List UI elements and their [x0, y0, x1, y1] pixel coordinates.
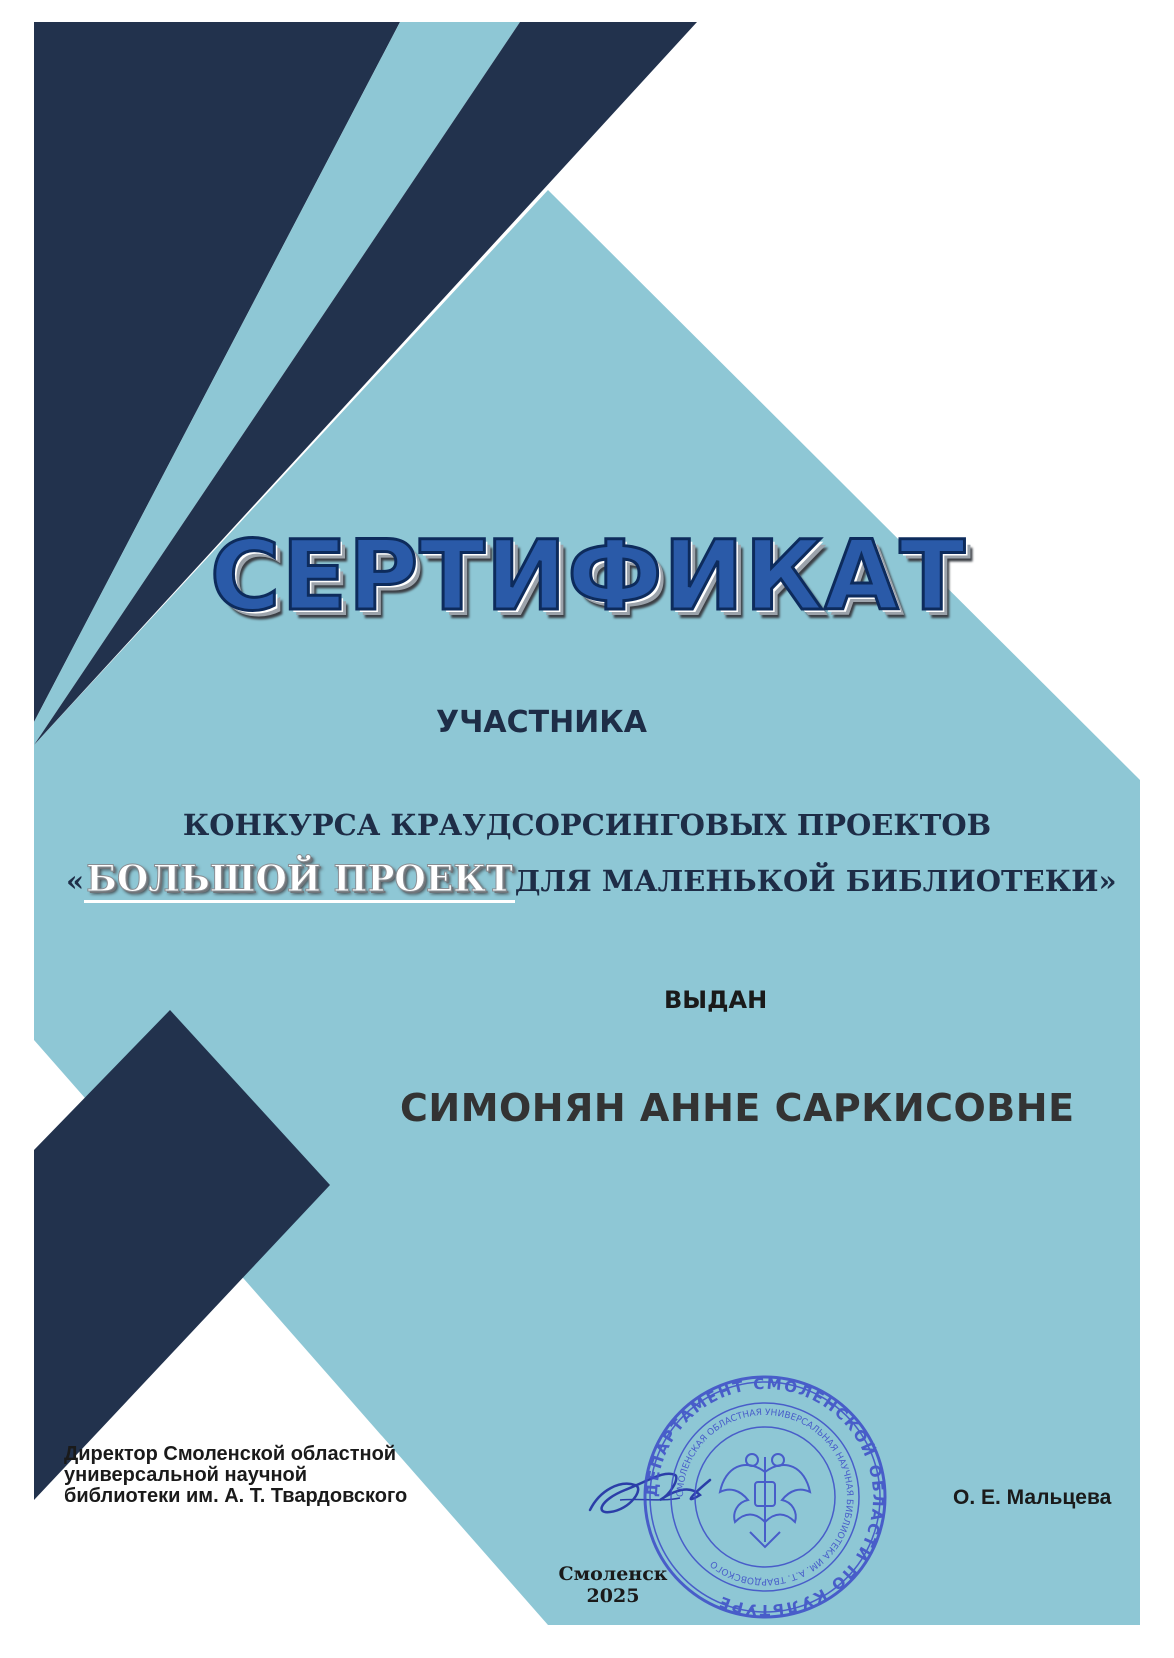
- recipient-name: СИМОНЯН АННЕ САРКИСОВНЕ: [400, 1086, 1075, 1130]
- svg-text:ДЕПАРТАМЕНТ СМОЛЕНСКОЙ ОБЛАСТИ: ДЕПАРТАМЕНТ СМОЛЕНСКОЙ ОБЛАСТИ ПО КУЛЬТУРЕ: [642, 1374, 888, 1620]
- issued-label: ВЫДАН: [664, 986, 768, 1014]
- director-title-line3: библиотеки им. А. Т. Твардовского: [64, 1485, 408, 1507]
- director-title: [64, 1444, 407, 1507]
- contest-name-line1: КОНКУРСА КРАУДСОРСИНГОВЫХ ПРОЕКТОВ: [182, 808, 992, 842]
- director-name: О. Е. Мальцева: [953, 1486, 1112, 1509]
- eagle-emblem-icon: [720, 1454, 810, 1547]
- year: 2025: [586, 1585, 640, 1607]
- certificate-title: СЕРТИФИКАТ: [210, 520, 967, 632]
- contest-highlight: БОЛЬШОЙ ПРОЕКТ: [84, 858, 515, 903]
- svg-text:СМОЛЕНСКАЯ ОБЛАСТНАЯ УНИВЕРСАЛ: СМОЛЕНСКАЯ ОБЛАСТНАЯ УНИВЕРСАЛЬНАЯ НАУЧНАЯ БИБЛИОТЕКА ИМ. А.Т. ТВАРДОВСКОГО: [675, 1407, 855, 1587]
- contest-name-line2: [66, 858, 1117, 900]
- city-name: Смоленск: [558, 1563, 668, 1585]
- open-quote: «: [66, 864, 85, 898]
- city-year: [548, 1563, 678, 1607]
- contest-name-rest: ДЛЯ МАЛЕНЬКОЙ БИБЛИОТЕКИ»: [514, 864, 1117, 898]
- director-title-line2: универсальной научной: [64, 1464, 308, 1486]
- director-title-line1: Директор Смоленской областной: [64, 1443, 397, 1465]
- certificate-subtitle: УЧАСТНИКА: [436, 705, 648, 740]
